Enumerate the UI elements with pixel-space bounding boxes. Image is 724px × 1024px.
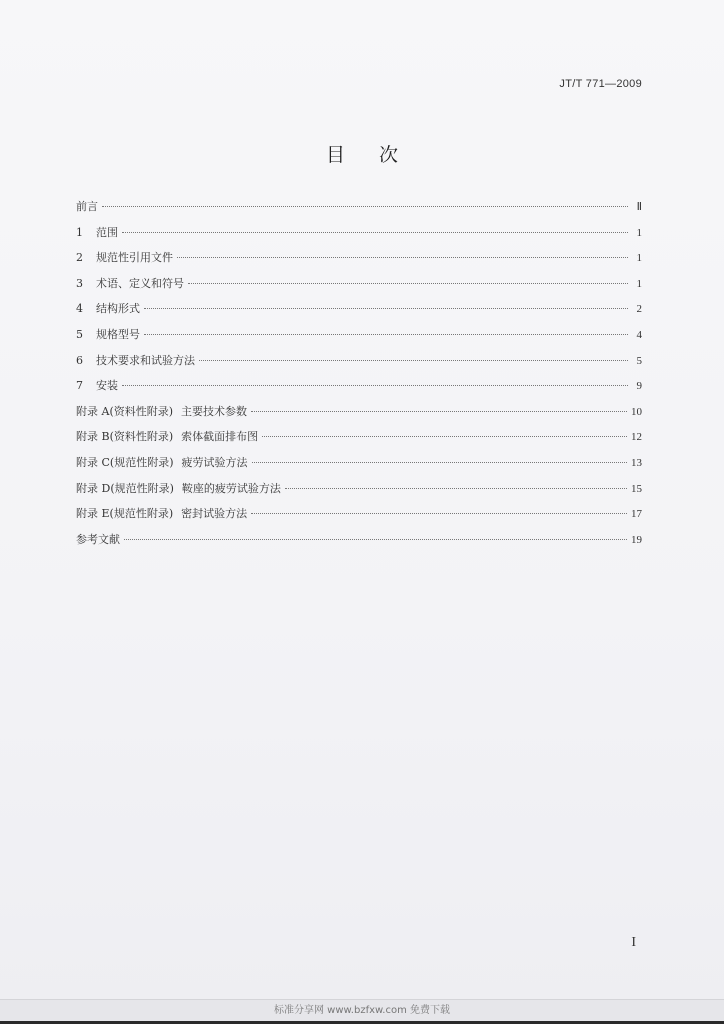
toc-leader-dots [188, 282, 628, 284]
toc-entry-label [76, 454, 248, 470]
toc-entry[interactable] [76, 403, 642, 429]
toc-entry-page: Ⅱ [636, 201, 642, 213]
toc-leader-dots [285, 487, 627, 489]
toc-leader-dots [144, 333, 628, 335]
toc-entry-text: 附录 E(规范性附录) [76, 507, 174, 521]
toc-entry[interactable] [76, 326, 642, 352]
toc-entry[interactable] [76, 275, 642, 301]
toc-entry-page: 15 [631, 482, 642, 495]
toc-entry-label [76, 377, 118, 393]
toc-entry[interactable] [76, 377, 642, 403]
toc-leader-dots [251, 410, 627, 412]
toc-entry[interactable] [76, 249, 642, 275]
toc-entry-text: 范围 [96, 225, 118, 239]
toc-entry[interactable] [76, 428, 642, 454]
toc-leader-dots [177, 256, 628, 258]
toc-entry-number: 5 [76, 327, 83, 341]
toc-entry-page: 12 [631, 431, 642, 444]
toc-entry[interactable] [76, 531, 642, 557]
toc-entry-number: 6 [76, 353, 83, 367]
toc-entry-number: 7 [76, 379, 83, 393]
toc-entry[interactable] [76, 300, 642, 326]
toc-entry-text: 技术要求和试验方法 [96, 353, 195, 367]
toc-entry-label [76, 480, 281, 496]
toc-entry-subtitle: 索体截面排布图 [181, 430, 259, 444]
toc-entry-label [76, 352, 195, 368]
toc-title: 目次 [325, 144, 432, 166]
toc-entry[interactable] [76, 352, 642, 378]
toc-entry-subtitle: 疲劳试验方法 [181, 455, 248, 469]
toc-entry-page: 10 [631, 405, 642, 418]
toc-entry-label [76, 326, 140, 342]
toc-entry-page: 5 [636, 354, 642, 367]
toc-leader-dots [144, 307, 628, 309]
toc-entry-page: 13 [631, 456, 642, 469]
toc-entry-label [76, 224, 118, 240]
toc-entry-text: 前言 [76, 200, 98, 213]
toc-entry-text: 结构形式 [96, 302, 140, 316]
toc-entry-text: 参考文献 [76, 532, 120, 546]
toc-entry-text: 规范性引用文件 [96, 251, 173, 265]
toc-entry[interactable] [76, 505, 642, 531]
toc-entry-label [76, 428, 258, 444]
toc-entry-number: 2 [76, 251, 83, 265]
toc-entry-page: 1 [636, 252, 642, 265]
toc-entry-subtitle: 主要技术参数 [181, 404, 248, 418]
toc-entry-text: 附录 A(资料性附录) [76, 404, 174, 418]
toc-entry-label [76, 198, 98, 214]
page-number: I [631, 935, 636, 950]
toc-entry-label [76, 403, 247, 419]
toc-leader-dots [122, 384, 628, 386]
toc-leader-dots [102, 205, 628, 207]
toc-leader-dots [251, 512, 627, 514]
toc-entry-label [76, 275, 184, 291]
toc-entry-text: 附录 C(规范性附录) [76, 455, 174, 469]
toc-entry-number: 4 [76, 302, 83, 316]
table-of-contents [76, 198, 642, 556]
toc-leader-dots [199, 359, 628, 361]
toc-entry[interactable] [76, 224, 642, 250]
toc-entry-text: 术语、定义和符号 [96, 276, 184, 290]
toc-leader-dots [124, 538, 627, 540]
toc-leader-dots [262, 435, 627, 437]
toc-entry-page: 17 [631, 508, 642, 521]
toc-entry-number: 3 [76, 276, 83, 290]
toc-entry-label [76, 249, 173, 265]
toc-entry-label [76, 505, 247, 521]
toc-entry-number: 1 [76, 225, 83, 239]
toc-entry-label [76, 300, 140, 316]
toc-entry-subtitle: 鞍座的疲劳试验方法 [181, 481, 281, 495]
toc-leader-dots [252, 461, 628, 463]
toc-entry-page: 2 [636, 303, 642, 316]
toc-entry-page: 19 [631, 533, 642, 546]
toc-entry-text: 附录 D(规范性附录) [76, 481, 174, 495]
toc-entry-page: 4 [636, 328, 642, 341]
toc-entry-text: 规格型号 [96, 327, 140, 341]
toc-entry[interactable] [76, 198, 642, 224]
toc-entry-page: 1 [636, 226, 642, 239]
toc-entry-subtitle: 密封试验方法 [181, 507, 248, 521]
standard-code: JT/T 771—2009 [559, 78, 642, 90]
footer-watermark: 标准分享网 www.bzfxw.com 免费下载 [274, 1005, 450, 1016]
toc-entry[interactable] [76, 480, 642, 506]
toc-entry[interactable] [76, 454, 642, 480]
toc-leader-dots [122, 231, 628, 233]
toc-entry-page: 9 [636, 380, 642, 393]
toc-entry-label [76, 531, 120, 547]
toc-entry-page: 1 [636, 277, 642, 290]
toc-entry-text: 安装 [96, 379, 118, 393]
toc-entry-text: 附录 B(资料性附录) [76, 430, 174, 444]
